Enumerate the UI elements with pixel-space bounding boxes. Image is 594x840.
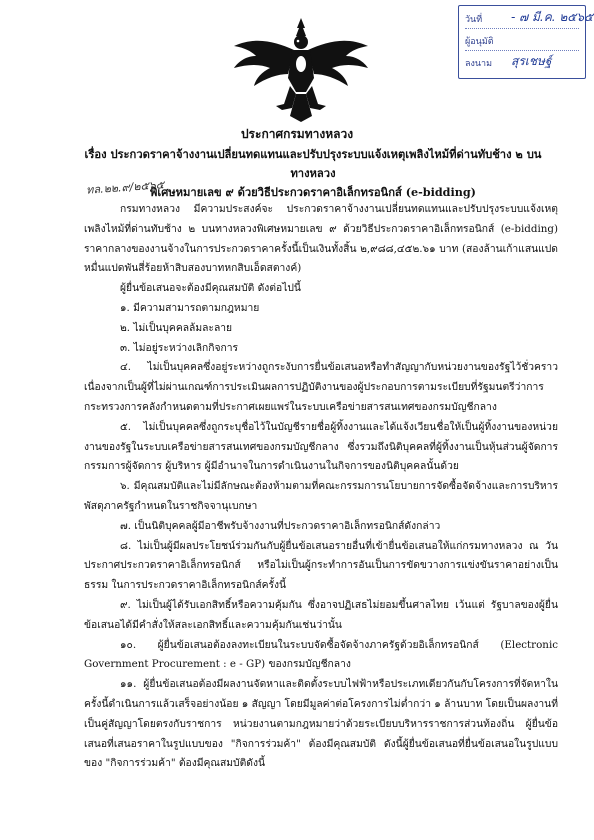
qualification-item: ๒. ไม่เป็นบุคคลล้มละลาย (120, 321, 233, 334)
qualification-item: ๑๐. ผู้ยื่นข้อเสนอต้องลงทะเบียนในระบบจัดซื้อจัดจ้างภาครัฐด้วยอิเล็กทรอนิกส์ (Electronic Government Procurement : e - GP) ของกรมบัญชีกลาง (84, 638, 558, 671)
qualification-item: ๑๑. ผู้ยื่นข้อเสนอต้องมีผลงานจัดหาและติดตั้งระบบไฟฟ้าหรือประเภทเดียวกันกับโครงการที่จัดหาในครั้งนี้ดำเนินการแล้วเสร็จอย่างน้อย ๑ สัญญา โดยมีมูลค่าต่อโครงการไม่ต่ำกว่า ๑ ล้านบาท โดยเป็นผลงานที่เป็นคู่สัญญาโดยตรงกับราชการ หน่วยงานตามกฎหมายว่าด้วยระเบียบบริหารราชการส่วนท้องถิ่น ผู้ยื่นข้อเสนอที่เสนอราคาในรูปแบบของ "กิจการร่วมค้า" ต้องมีคุณสมบัติ ดังนี้ผู้ยื่นข้อเสนอที่ยื่นข้อเสนอในรูปแบบของ "กิจการร่วมค้า" ต้องมีคุณสมบัติดังนี้ (84, 678, 558, 770)
stamp-approver-row (465, 32, 579, 51)
stamp-date-row (465, 10, 594, 29)
announcement-body (84, 200, 558, 774)
subject-line-1: เรื่อง ประกวดราคาจ้างงานเปลี่ยนทดแทนและปรับปรุงระบบแจ้งเหตุเพลิงไหม้ที่ด่านทับช้าง ๒ บนทางหลวง (84, 147, 542, 180)
intro-paragraph: กรมทางหลวง มีความประสงค์จะ ประกวดราคาจ้างงานเปลี่ยนทดแทนและปรับปรุงระบบแจ้งเหตุเพลิงไหม้ที่ด่านทับช้าง ๒ บนทางหลวงพิเศษหมายเลข ๙ ด้วยวิธีประกวดราคาอิเล็กทรอนิกส์ (e-bidding) ราคากลางของงานจ้างในการประกวดราคาครั้งนี้เป็นเงินทั้งสิ้น ๒,๙๘๘,๔๕๒.๖๑ บาท (สองล้านเก้าแสนแปดหมื่นแปดพันสี่ร้อยห้าสิบสองบาทหกสิบเอ็ดสตางค์) (84, 203, 558, 275)
subject-line-2: พิเศษหมายเลข ๙ ด้วยวิธีประกวดราคาอิเล็กทรอนิกส์ (e-bidding) (150, 185, 476, 199)
stamp-signer-row (465, 54, 579, 72)
qualification-item: ๖. มีคุณสมบัติและไม่มีลักษณะต้องห้ามตามที่คณะกรรมการนโยบายการจัดซื้อจัดจ้างและการบริหารพัสดุภาครัฐกำหนดในราชกิจจานุเบกษา (84, 480, 558, 512)
handwritten-reference-note: ทล.๒๒.๙/๒๕๖๕ (85, 178, 165, 197)
stamp-signer-label: ลงนาม (465, 59, 493, 69)
document-heading: ประกาศกรมทางหลวง (240, 127, 354, 141)
qualification-item: ๕. ไม่เป็นบุคคลซึ่งถูกระบุชื่อไว้ในบัญชีรายชื่อผู้ทิ้งงานและได้แจ้งเวียนชื่อให้เป็นผู้ทิ้งงานของหน่วยงานของรัฐในระบบเครือข่ายสารสนเทศของกรมบัญชีกลาง ซึ่งรวมถึงนิติบุคคลที่ผู้ทิ้งงานเป็นหุ้นส่วนผู้จัดการ กรรมการผู้จัดการ ผู้บริหาร ผู้มีอำนาจในการดำเนินงานในกิจการของนิติบุคคลนั้นด้วย (84, 420, 558, 473)
stamp-date-label: วันที่ (465, 15, 483, 25)
qualification-item: ๔. ไม่เป็นบุคคลซึ่งอยู่ระหว่างถูกระงับการยื่นข้อเสนอหรือทำสัญญากับหน่วยงานของรัฐไว้ชั่วคราว เนื่องจากเป็นผู้ที่ไม่ผ่านเกณฑ์การประเมินผลการปฏิบัติงานของผู้ประกอบการตามระเบียบที่รัฐมนตรีว่าการกระทรวงการคลังกำหนดตามที่ประกาศเผยแพร่ในระบบเครือข่ายสารสนเทศของกรมบัญชีกลาง (84, 361, 558, 413)
qualification-item: ๙. ไม่เป็นผู้ได้รับเอกสิทธิ์หรือความคุ้มกัน ซึ่งอาจปฏิเสธไม่ยอมขึ้นศาลไทย เว้นแต่ รัฐบาลของผู้ยื่นข้อเสนอได้มีคำสั่งให้สละเอกสิทธิ์และความคุ้มกันเช่นว่านั้น (84, 598, 558, 631)
garuda-emblem-icon (226, 16, 376, 124)
received-stamp (458, 5, 594, 79)
qualification-item: ๓. ไม่อยู่ระหว่างเลิกกิจการ (120, 341, 239, 354)
stamp-signer-value: สุรเชษฐ์ (511, 54, 552, 68)
qualification-intro: ผู้ยื่นข้อเสนอจะต้องมีคุณสมบัติ ดังต่อไปนี้ (120, 282, 301, 295)
stamp-date-value: - ๗ มี.ค. ๒๕๖๕ (511, 10, 594, 24)
stamp-approver-label: ผู้อนุมัติ (465, 37, 494, 47)
qualification-item: ๗. เป็นนิติบุคคลผู้มีอาชีพรับจ้างงานที่ประกวดราคาอิเล็กทรอนิกส์ดังกล่าว (120, 519, 441, 532)
qualification-item: ๘. ไม่เป็นผู้มีผลประโยชน์ร่วมกันกับผู้ยื่นข้อเสนอรายอื่นที่เข้ายื่นข้อเสนอให้แก่กรมทางหลวง ณ วันประกาศประกวดราคาอิเล็กทรอนิกส์ หรือไม่เป็นผู้กระทำการอันเป็นการขัดขวางการแข่งขันราคาอย่างเป็นธรรม ในการประกวดราคาอิเล็กทรอนิกส์ครั้งนี้ (84, 539, 558, 592)
qualification-item: ๑. มีความสามารถตามกฎหมาย (120, 301, 260, 314)
